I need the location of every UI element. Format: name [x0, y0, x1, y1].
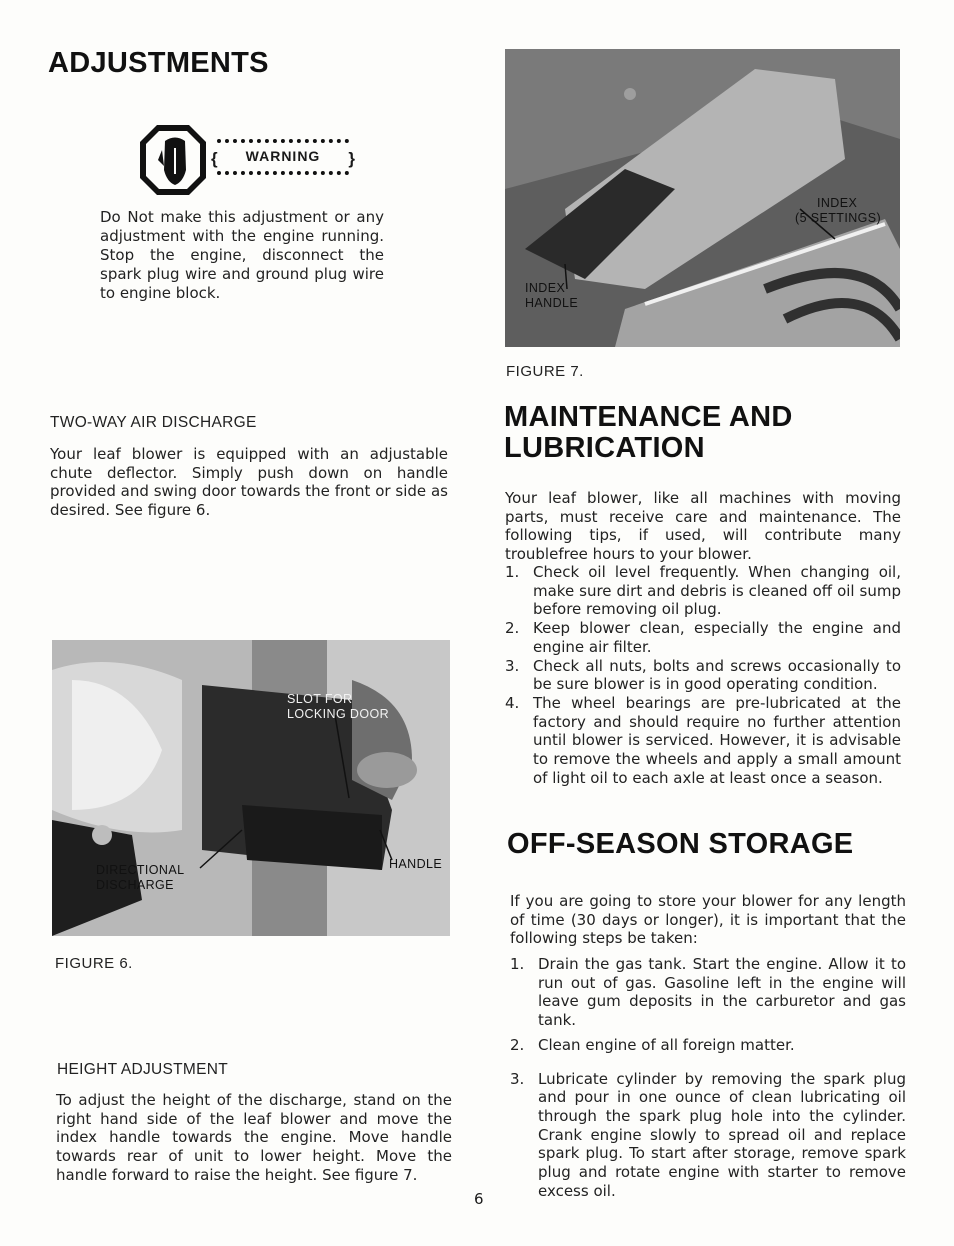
figure-7-photo	[505, 49, 900, 347]
section-title-adjustments: ADJUSTMENTS	[48, 47, 269, 79]
index-label-line1: INDEX	[817, 196, 858, 210]
item-number: 1.	[510, 955, 525, 973]
height-adjustment-text: To adjust the height of the discharge, stand on the right hand side of the leaf blower and move the index handle towards the engine. Move handle towards rear of unit to lower height. Move the handle forward to raise the height. See figure 7.	[56, 1091, 452, 1184]
maintenance-title-line2: LUBRICATION	[504, 432, 705, 464]
maintenance-title-line1: MAINTENANCE AND	[504, 401, 793, 433]
item-text: Check oil level frequently. When changing oil, make sure dirt and debris is cleaned off oil sump before removing oil plug.	[533, 563, 901, 619]
index-label-line2: (5 SETTINGS)	[795, 211, 882, 225]
warning-label: WARNING	[245, 148, 321, 164]
item-number: 2.	[505, 619, 520, 638]
warning-bracket-left: {	[211, 149, 218, 168]
list-item	[505, 563, 901, 619]
slot-label-line1: SLOT FOR	[287, 692, 353, 706]
list-item	[505, 619, 901, 656]
warning-block	[137, 122, 355, 198]
figure-6-slot-label	[287, 692, 389, 722]
page-number: 6	[474, 1190, 484, 1208]
figure-7-caption: FIGURE 7.	[506, 363, 584, 380]
item-number: 3.	[510, 1069, 525, 1088]
figure-7-index-label	[795, 196, 882, 226]
warning-text: Do Not make this adjustment or any adjustment with the engine running. Stop the engine, disconnect the spark plug wire and ground plug wire to engine block.	[100, 208, 384, 302]
section-title-storage: OFF-SEASON STORAGE	[507, 828, 854, 860]
list-item	[510, 1070, 906, 1201]
two-way-discharge-text: Your leaf blower is equipped with an adjustable chute deflector. Simply push down on handle provided and swing door towards the front or side as desired. See figure 6.	[50, 445, 448, 520]
item-text: Check all nuts, bolts and screws occasionally to be sure blower is in good operating condition.	[533, 656, 901, 694]
hand-warning-icon	[137, 122, 209, 198]
warning-bracket-right: }	[348, 149, 355, 168]
item-number: 3.	[505, 656, 520, 675]
figure-6-caption: FIGURE 6.	[55, 955, 133, 972]
item-text: Keep blower clean, especially the engine and engine air filter.	[533, 619, 901, 656]
figure-6-directional-label	[96, 863, 184, 893]
figure-7-handle-label	[525, 281, 578, 311]
list-item	[505, 694, 901, 788]
item-text: Clean engine of all foreign matter.	[538, 1035, 795, 1054]
handle-label-line1: INDEX	[525, 281, 566, 295]
figure-6-handle-label: HANDLE	[389, 857, 443, 871]
figure-6-photo	[52, 640, 450, 936]
maintenance-intro: Your leaf blower, like all machines with moving parts, must receive care and maintenance. The following tips, if used, will contribute many troublefree hours to your blower.	[505, 489, 901, 564]
heading-two-way-discharge: TWO-WAY AIR DISCHARGE	[50, 414, 257, 431]
directional-label-line2: DISCHARGE	[96, 878, 174, 892]
item-number: 4.	[505, 693, 520, 712]
list-item	[510, 1036, 906, 1055]
storage-intro: If you are going to store your blower for any length of time (30 days or longer), it is important that the following steps be taken:	[510, 892, 906, 948]
item-text: Drain the gas tank. Start the engine. Allow it to run out of gas. Gasoline left in the engine will leave gum deposits in the carburetor and gas tank.	[538, 955, 906, 1030]
maintenance-list	[505, 563, 901, 787]
item-text: The wheel bearings are pre-lubricated at the factory and should require no further attention until blower is serviced. However, it is advisable to remove the wheels and apply a small amount of light oil to each axle at least once a season.	[533, 693, 901, 787]
directional-label-line1: DIRECTIONAL	[96, 863, 185, 877]
handle-label-line2: HANDLE	[525, 296, 579, 310]
warning-label-box	[211, 139, 355, 175]
heading-height-adjustment: HEIGHT ADJUSTMENT	[57, 1061, 229, 1078]
list-item	[510, 955, 906, 1030]
item-number: 1.	[505, 563, 520, 581]
slot-label-line2: LOCKING DOOR	[287, 707, 390, 721]
item-text: Lubricate cylinder by removing the spark plug and pour in one ounce of clean lubricating oil through the spark plug hole into the cylinder. Crank engine slowly to spread oil and replace spark plug. To start after storage, remove spark plug and rotate engine with starter to remove excess oil.	[538, 1069, 906, 1200]
storage-list	[510, 955, 906, 1200]
section-title-maintenance	[504, 402, 793, 464]
list-item	[505, 657, 901, 694]
item-number: 2.	[510, 1035, 525, 1054]
